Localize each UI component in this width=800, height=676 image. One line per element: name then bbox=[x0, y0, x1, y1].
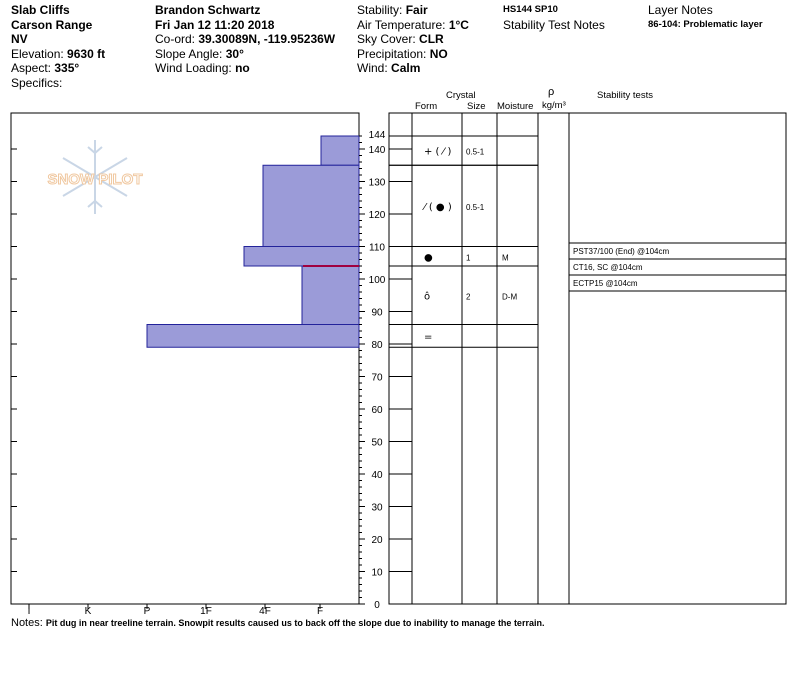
snowpilot-logo bbox=[30, 138, 160, 216]
layer-size: 1 bbox=[466, 253, 471, 263]
layer-size: 0.5-1 bbox=[466, 202, 485, 212]
slope-value: 30° bbox=[225, 46, 244, 61]
hardness-tick-label: K bbox=[84, 606, 92, 617]
aspect-label: Aspect: bbox=[11, 61, 52, 75]
hardness-tick-label: F bbox=[316, 606, 324, 617]
stability-test-entry: ECTP15 @104cm bbox=[573, 279, 638, 288]
depth-tick-label: 30 bbox=[371, 502, 383, 514]
depth-tick-label: 50 bbox=[371, 437, 383, 449]
stability-value: Fair bbox=[405, 3, 428, 17]
location-name: Slab Cliffs bbox=[11, 3, 70, 17]
notes-row bbox=[11, 617, 544, 629]
specifics-label: Specifics: bbox=[11, 75, 63, 90]
depth-tick-label: 10 bbox=[371, 567, 383, 579]
stability-test-entry: PST37/100 (End) @104cm bbox=[573, 247, 670, 256]
hardness-bar bbox=[321, 136, 359, 165]
sky-label: Sky Cover: bbox=[357, 32, 416, 46]
wind-loading-label: Wind Loading: bbox=[155, 61, 232, 75]
coord-label: Co-ord: bbox=[155, 32, 196, 46]
stability-label: Stability: bbox=[357, 3, 403, 17]
precip-value: NO bbox=[429, 46, 448, 61]
hardness-tick-label: 1F bbox=[200, 606, 212, 617]
location-range: Carson Range bbox=[11, 17, 93, 32]
form-header: Form bbox=[415, 101, 438, 112]
logo-text: SNOW PILOT bbox=[47, 171, 143, 188]
table-border bbox=[389, 113, 786, 604]
elevation-label: Elevation: bbox=[11, 46, 64, 61]
hardness-tick-label: 4F bbox=[259, 606, 271, 617]
wind-loading-value: no bbox=[235, 61, 250, 75]
hardness-axis bbox=[11, 604, 359, 617]
depth-tick-label: 0 bbox=[374, 600, 380, 611]
depth-tick-label: 110 bbox=[369, 242, 385, 254]
size-header: Size bbox=[467, 101, 486, 112]
slope-label: Slope Angle: bbox=[155, 46, 223, 61]
layer-size: 0.5-1 bbox=[466, 147, 485, 157]
depth-tick-label: 120 bbox=[368, 210, 386, 221]
stability-tests-column bbox=[569, 243, 786, 291]
depth-tick-label: 140 bbox=[368, 145, 386, 156]
hardness-tick-label: I bbox=[27, 606, 31, 617]
wind-label: Wind: bbox=[357, 61, 388, 75]
observation-datetime: Fri Jan 12 11:20 2018 bbox=[155, 17, 275, 32]
hardness-tick-label: P bbox=[143, 606, 151, 617]
elevation-value: 9630 ft bbox=[67, 46, 106, 61]
density-unit-header: kg/m³ bbox=[542, 100, 566, 111]
layer-form: + ( ⁄ ) bbox=[424, 146, 452, 158]
stability-test-entry: CT16, SC @104cm bbox=[573, 263, 643, 272]
layer-note: 86-104: Problematic layer bbox=[648, 18, 763, 30]
sky-value: CLR bbox=[419, 32, 444, 46]
aspect-value: 335° bbox=[54, 61, 80, 75]
layer-form: ô bbox=[424, 291, 431, 303]
depth-tick-label: 144 bbox=[368, 130, 386, 141]
depth-tick-label: 60 bbox=[371, 405, 383, 416]
depth-tick-label: 80 bbox=[371, 340, 383, 351]
crystal-header: Crystal bbox=[446, 90, 476, 101]
layer-moisture: D-M bbox=[502, 292, 518, 302]
coord-value: 39.30089N, -119.95236W bbox=[198, 32, 336, 46]
layer-moisture: M bbox=[502, 253, 509, 263]
hardness-bar bbox=[147, 325, 359, 348]
wind-value: Calm bbox=[391, 61, 421, 75]
layer-notes-title: Layer Notes bbox=[648, 3, 713, 17]
precip-label: Precipitation: bbox=[357, 46, 427, 61]
location-state: NV bbox=[11, 32, 28, 46]
hardness-bars bbox=[147, 136, 359, 347]
notes-text: Pit dug in near treeline terrain. Snowpit results caused us to back off the slope due to inability to manage the terrain. bbox=[45, 618, 545, 628]
stability-test-notes-title: Stability Test Notes bbox=[503, 17, 605, 32]
depth-tick-label: 90 bbox=[371, 307, 383, 319]
layer-form: ⁄ ( ● ) bbox=[424, 201, 452, 213]
depth-axis bbox=[359, 113, 412, 611]
layer-table bbox=[389, 113, 786, 604]
stability-tests-header: Stability tests bbox=[597, 90, 653, 101]
layer-size: 2 bbox=[466, 292, 471, 302]
hs-sp: HS144 SP10 bbox=[503, 4, 558, 15]
observer-name: Brandon Schwartz bbox=[155, 3, 261, 17]
hardness-bar bbox=[263, 165, 359, 246]
layer-form: ● bbox=[424, 252, 433, 264]
rho-header: ρ bbox=[548, 86, 555, 98]
hardness-bar bbox=[244, 247, 359, 267]
notes-label: Notes: bbox=[11, 617, 43, 629]
depth-tick-label: 100 bbox=[368, 275, 386, 286]
depth-tick-label: 130 bbox=[368, 177, 386, 189]
hardness-bar bbox=[302, 266, 359, 325]
depth-tick-label: 20 bbox=[371, 535, 383, 546]
depth-tick-label: 40 bbox=[371, 470, 383, 481]
layer-form: = bbox=[424, 331, 433, 343]
moisture-header: Moisture bbox=[497, 101, 534, 112]
air-temp-value: 1°C bbox=[448, 17, 469, 32]
depth-tick-label: 70 bbox=[371, 372, 383, 384]
air-temp-label: Air Temperature: bbox=[357, 17, 446, 32]
